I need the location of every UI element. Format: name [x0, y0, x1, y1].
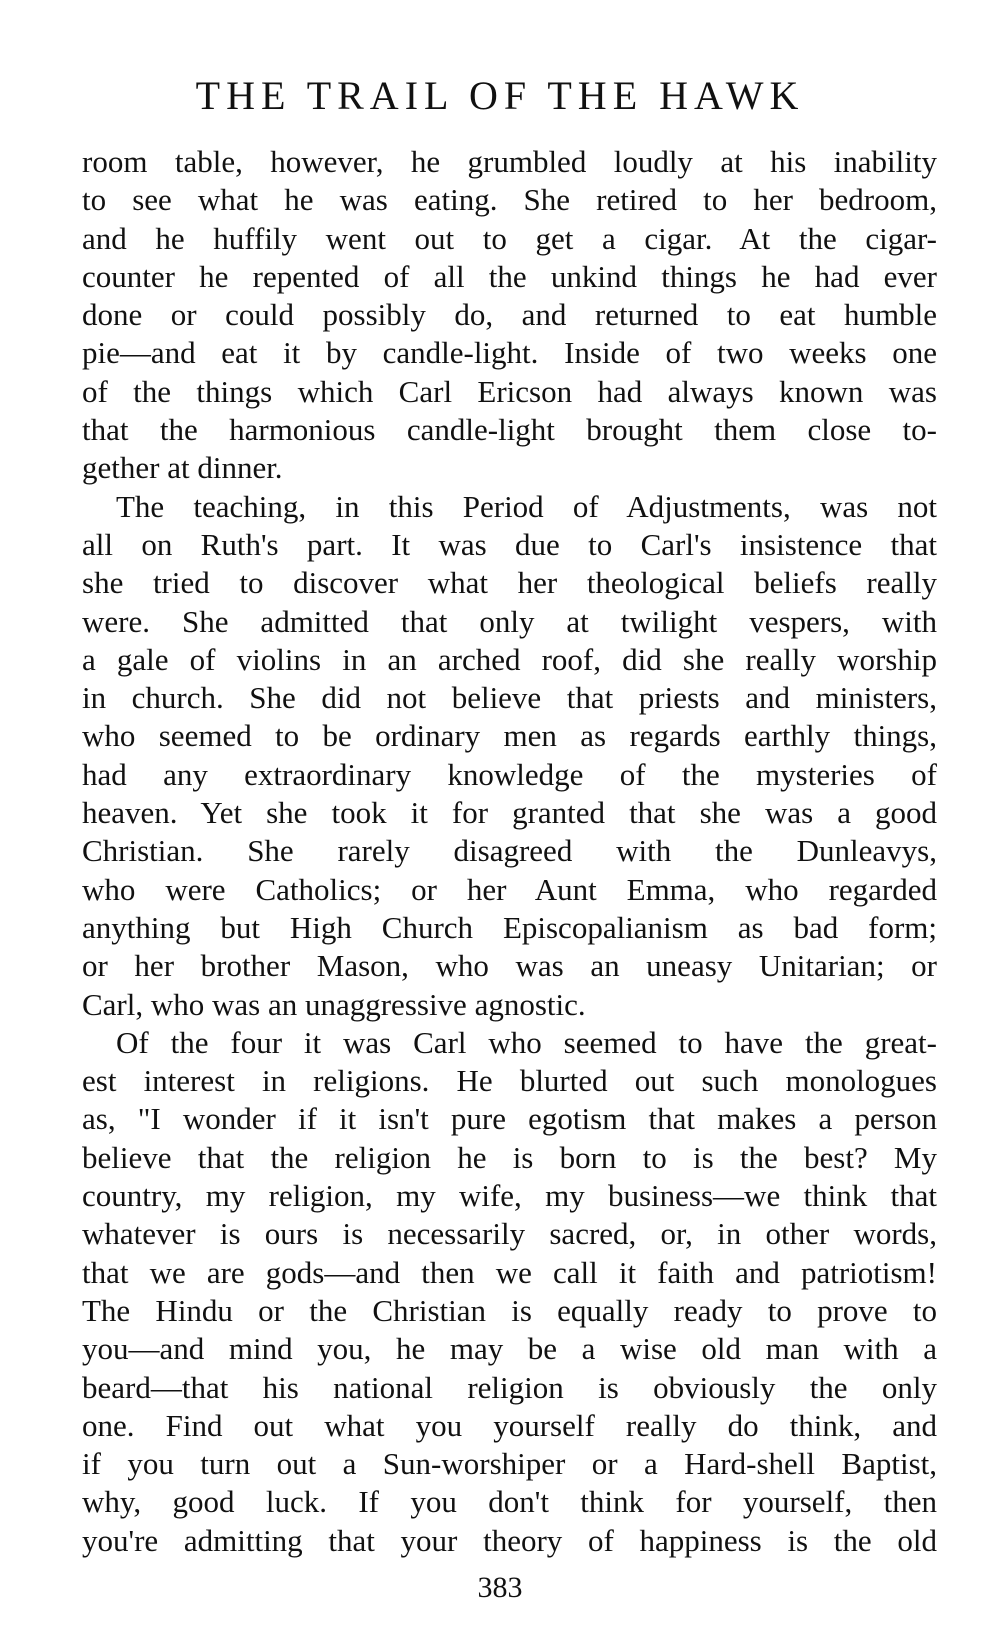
- text-line: and he huffily went out to get a cigar. At the cigar-: [82, 220, 937, 256]
- page-number: 383: [477, 1571, 523, 1604]
- text-line: that we are gods—and then we call it faith and patriotism!: [82, 1254, 937, 1290]
- text-line: counter he repented of all the unkind things he had ever: [82, 258, 937, 294]
- text-line: you—and mind you, he may be a wise old man with a: [82, 1331, 937, 1367]
- text-line: in church. She did not believe that priests and ministers,: [82, 680, 937, 716]
- text-line: who were Catholics; or her Aunt Emma, who regarded: [82, 871, 937, 907]
- text-line: that the harmonious candle-light brought them close to-: [82, 412, 937, 448]
- text-line: a gale of violins in an arched roof, did she really worship: [82, 641, 937, 677]
- text-line: Christian. She rarely disagreed with the Dunleavys,: [82, 833, 937, 869]
- running-head: THE TRAIL OF THE HAWK: [195, 73, 805, 118]
- text-line: or her brother Mason, who was an uneasy Unitarian; or: [82, 948, 937, 984]
- text-line: room table, however, he grumbled loudly at his inability: [82, 144, 937, 179]
- text-line: she tried to discover what her theological beliefs really: [82, 565, 937, 601]
- text-line: country, my religion, my wife, my business—we think that: [82, 1178, 937, 1214]
- body-text: [82, 143, 937, 1560]
- text-line: pie—and eat it by candle-light. Inside of two weeks one: [82, 335, 937, 371]
- text-line: to see what he was eating. She retired to her bedroom,: [82, 182, 937, 218]
- text-line: believe that the religion he is born to is the best? My: [82, 1139, 937, 1175]
- text-line: of the things which Carl Ericson had always known was: [82, 373, 937, 409]
- text-line: The Hindu or the Christian is equally ready to prove to: [82, 1292, 937, 1328]
- text-line: The teaching, in this Period of Adjustments, was not: [116, 488, 937, 524]
- text-line: est interest in religions. He blurted out such monologues: [82, 1063, 937, 1099]
- text-line: whatever is ours is necessarily sacred, or, in other words,: [82, 1216, 937, 1252]
- text-line: who seemed to be ordinary men as regards earthly things,: [82, 718, 937, 754]
- text-line: why, good luck. If you don't think for yourself, then: [82, 1484, 937, 1520]
- text-line: anything but High Church Episcopalianism as bad form;: [82, 909, 937, 945]
- text-line: had any extraordinary knowledge of the mysteries of: [82, 756, 937, 792]
- text-line: done or could possibly do, and returned to eat humble: [82, 297, 937, 333]
- text-line: beard—that his national religion is obviously the only: [82, 1369, 937, 1405]
- text-line: as, "I wonder if it isn't pure egotism that makes a person: [82, 1101, 937, 1137]
- text-line: heaven. Yet she took it for granted that she was a good: [82, 795, 937, 831]
- text-line: gether at dinner.: [82, 450, 283, 486]
- text-line: if you turn out a Sun-worshiper or a Hard-shell Baptist,: [82, 1446, 937, 1482]
- text-line: Of the four it was Carl who seemed to have the great-: [116, 1024, 937, 1060]
- text-line: Carl, who was an unaggressive agnostic.: [82, 986, 586, 1022]
- text-line: you're admitting that your theory of happiness is the old: [82, 1522, 937, 1558]
- text-line: one. Find out what you yourself really do think, and: [82, 1407, 937, 1443]
- text-line: were. She admitted that only at twilight vespers, with: [82, 603, 937, 639]
- text-line: all on Ruth's part. It was due to Carl's insistence that: [82, 526, 937, 562]
